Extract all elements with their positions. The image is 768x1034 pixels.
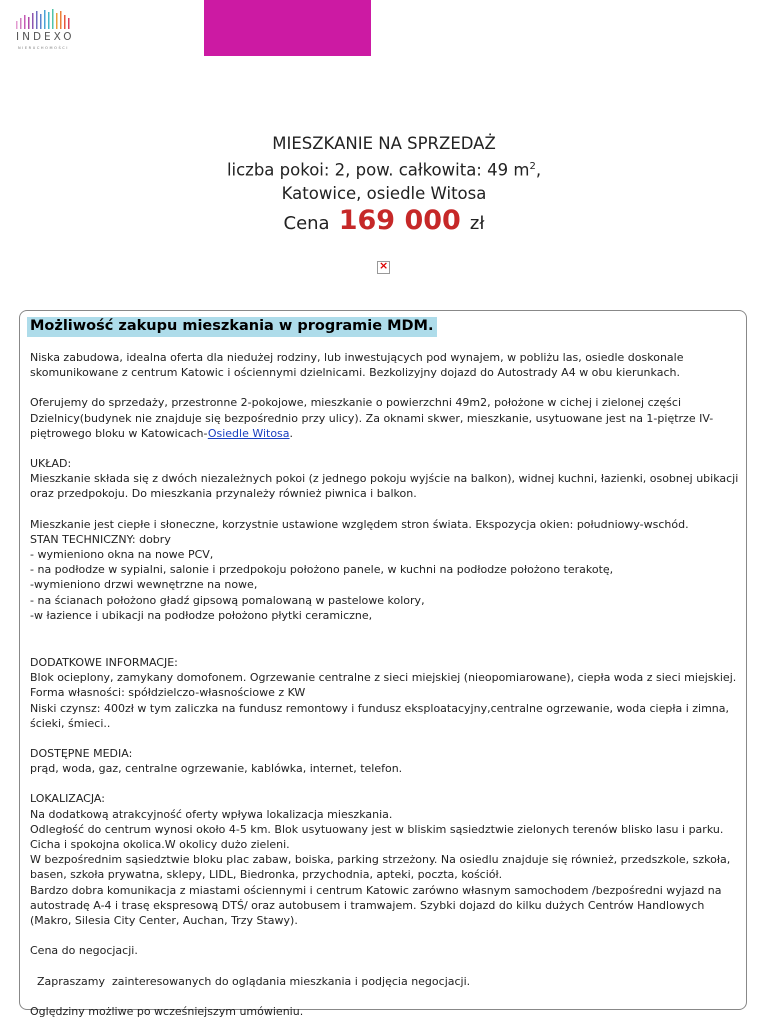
additional-info-section <box>30 655 742 731</box>
media-heading: DOSTĘPNE MEDIA: <box>30 747 133 761</box>
location-line: Na dodatkową atrakcyjność oferty wpływa lokalizacja mieszkania. <box>30 807 393 821</box>
logo-wordmark: INDEXO <box>16 31 75 43</box>
media-text: prąd, woda, gaz, centralne ogrzewanie, kablówka, internet, telefon. <box>30 762 403 776</box>
broken-image-icon[interactable]: × <box>379 259 389 272</box>
intro-paragraph: Niska zabudowa, idealna oferta dla niedużej rodziny, lub inwestujących pod wynajem, w pobliżu las, osiedle doskonale skomunikowane z centrum Katowic i ościennymi dzielnicami. Bezkolizyjny dojazd do Autostrady A4 w obu kierunkach. <box>30 351 684 380</box>
condition-item: -w łazience i ubikacji na podłodze położono płytki ceramiczne, <box>30 608 373 622</box>
location-line: W bezpośrednim sąsiedztwie bloku plac zabaw, boiska, parking strzeżony. Na osiedlu znajduje się również, przedszkole, szkoła, basen, szkoła prywatna, sklepy, LIDL, Biedronka, przychodnia, apteki, poczta, kościół. <box>30 853 731 882</box>
listing-location: Katowice, osiedle Witosa <box>281 183 487 203</box>
offer-paragraph <box>30 395 742 441</box>
condition-item: - wymieniono okna na nowe PCV, <box>30 548 214 562</box>
additional-info-line: Niski czynsz: 400zł w tym zaliczka na fundusz remontowy i fundusz eksploatacyjny,centralne ogrzewanie, woda ciepła i zimna, ścieki, śmieci.. <box>30 701 729 730</box>
condition-intro: Mieszkanie jest ciepłe i słoneczne, korzystnie ustawione względem stron świata. Ekspozycja okien: południowy-wschód. <box>30 517 689 531</box>
spacer <box>30 638 742 655</box>
offer-text: Oferujemy do sprzedaży, przestronne 2-pokojowe, mieszkanie o powierzchni 49m2, położone w cichej i zielonej części Dzielnicy(budynek nie znajduje się bezpośrednio przy ulicy). Za oknami skwer, mieszkanie, usytuowane jest na 1-piętrze IV-piętrowego bloku w Katowicach- <box>30 396 714 440</box>
price-label: Cena <box>283 213 330 234</box>
location-line: Bardzo dobra komunikacja z miastami ościennymi i centrum Katowic zarówno własnym samochodem /bezpośredni wyjazd na autostradę A-4 i trasę ekspresową DTŚ/ oraz autobusem i tramwajem. Szybki dojazd do kilku dużych Centrów Handlowych (Makro, Silesia City Center, Auchan, Trzy Stawy). <box>30 883 722 928</box>
price-value: 169 000 <box>338 205 461 236</box>
location-heading: LOKALIZACJA: <box>30 792 105 806</box>
logo-subtitle: NIERUCHOMOŚCI <box>18 46 69 50</box>
condition-item: - na podłodze w sypialni, salonie i przedpokoju położono panele, w kuchni na podłodze położono terakotę, <box>30 563 614 577</box>
logo-bars-graphic <box>16 8 78 30</box>
listing-summary <box>0 155 768 182</box>
condition-section <box>30 517 742 623</box>
summary-comma: , <box>535 160 542 180</box>
negotiation-note: Cena do negocjacji. <box>30 944 138 958</box>
listing-title: MIESZKANIE NA SPRZEDAŻ <box>272 134 496 153</box>
layout-section <box>30 456 742 502</box>
layout-heading: UKŁAD: <box>30 457 72 471</box>
additional-info-line: Forma własności: spółdzielczo-własnościowe z KW <box>30 686 306 700</box>
location-line: Cicha i spokojna okolica.W okolicy dużo zieleni. <box>30 838 290 852</box>
price-currency: zł <box>469 213 485 234</box>
media-section <box>30 746 742 776</box>
offer-end: . <box>289 426 294 440</box>
condition-item: -wymieniono drzwi wewnętrzne na nowe, <box>30 578 258 592</box>
invitation-note: Zapraszamy zainteresowanych do oglądania mieszkania i podjęcia negocjacji. <box>30 974 471 988</box>
listing-description <box>30 350 742 1034</box>
location-line: Odległość do centrum wynosi około 4-5 km. Blok usytuowany jest w bliskim sąsiedztwie zielonych terenów blisko lasu i parku. <box>30 822 724 836</box>
listing-header <box>0 132 768 205</box>
header-banner <box>204 0 371 56</box>
mdm-program-title: Możliwość zakupu mieszkania w programie MDM. <box>27 317 437 337</box>
area-unit-superscript: 2 <box>529 161 536 172</box>
location-section <box>30 791 742 928</box>
additional-info-line: Blok ocieplony, zamykany domofonem. Ogrzewanie centralne z sieci miejskiej (nieopomiarowane), ciepła woda z sieci miejskiej. <box>30 671 737 685</box>
osiedle-witosa-link[interactable]: Osiedle Witosa <box>207 426 290 440</box>
layout-text: Mieszkanie składa się z dwóch niezależnych pokoi (z jednego pokoju wyjście na balkon), widnej kuchni, łazienki, osobnej ubikacji oraz przedpokoju. Do mieszkania przynależy również piwnica i balkon. <box>30 472 739 501</box>
additional-info-heading: DODATKOWE INFORMACJE: <box>30 656 178 670</box>
summary-text: liczba pokoi: 2, pow. całkowita: 49 m <box>226 160 530 180</box>
price-line <box>0 205 768 236</box>
viewing-note: Oględziny możliwe po wcześniejszym umówieniu. <box>30 1004 304 1018</box>
condition-heading: STAN TECHNICZNY: dobry <box>30 532 171 546</box>
indexo-logo[interactable] <box>14 8 86 48</box>
condition-item: - na ścianach położono gładź gipsową pomalowaną w pastelowe kolory, <box>30 593 425 607</box>
